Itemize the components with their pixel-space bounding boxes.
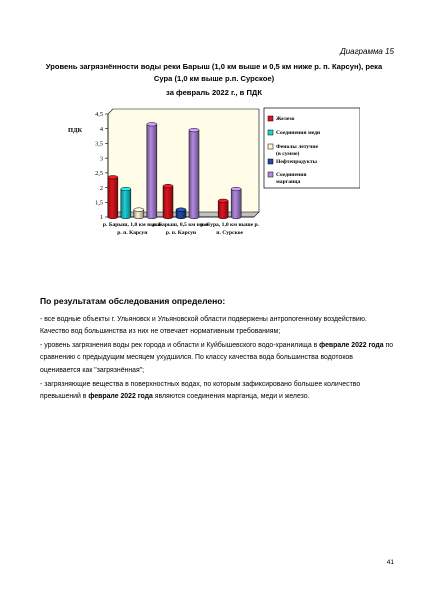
paragraph-3-text-a: - загрязняющие вещества в поверхностных водах, по которым зафиксировано большее количество превышений в <box>40 381 361 401</box>
y-tick-label: 4 <box>99 125 103 133</box>
bar-top <box>189 128 199 132</box>
legend-swatch <box>268 159 273 164</box>
y-tick-label: 1,5 <box>95 199 103 207</box>
bar-железо <box>108 177 118 219</box>
bar-top <box>108 175 118 179</box>
x-category-label: п. Сурское <box>216 230 244 236</box>
bar-железо <box>218 201 228 219</box>
bar-соединения-марганца <box>147 124 157 219</box>
legend-swatch <box>268 144 273 149</box>
x-category-label: р. Барыш, 0,5 км ниже <box>152 222 210 228</box>
bar-соединения-меди <box>121 189 131 219</box>
chart-title-line-1: Уровень загрязнённости воды реки Барыш (1,0 км выше и 0,5 км ниже р. п. Карсун), река <box>45 62 383 71</box>
bar-top <box>163 184 173 188</box>
bar-top <box>147 123 157 127</box>
legend-label: Железо <box>276 116 295 122</box>
bar-top <box>176 208 186 212</box>
bar-соединения-марганца <box>189 130 199 219</box>
x-category-label: р. Сура, 1,0 км выше р. <box>200 222 259 228</box>
chart-title-line-3: за февраль 2022 г., в ПДК <box>166 88 262 97</box>
y-tick-label: 4,5 <box>95 111 103 119</box>
bar-top <box>231 187 241 191</box>
x-category-label: р. п. Карсун <box>165 230 197 236</box>
paragraph-3-period: феврале 2022 года <box>88 393 153 401</box>
chart-svg <box>60 104 360 244</box>
y-tick-label: 2,5 <box>95 170 103 178</box>
legend-label: Соединения <box>276 172 307 178</box>
y-tick-label: 3 <box>99 155 103 163</box>
section-heading: По результатам обследования определено: <box>40 296 226 306</box>
legend-label: марганца <box>276 179 301 185</box>
bar-железо <box>163 186 173 219</box>
legend-label: (в сумме) <box>276 151 300 157</box>
y-tick-label: 3,5 <box>95 140 103 148</box>
diagram-caption: Диаграмма 15 <box>340 47 394 56</box>
finding-paragraph-2 <box>40 340 394 377</box>
y-tick-label: 1 <box>99 214 103 222</box>
paragraph-2-period: феврале 2022 года <box>319 342 384 349</box>
bar-top <box>218 199 228 203</box>
pollution-bar-chart <box>60 104 360 249</box>
legend-swatch <box>268 172 273 177</box>
legend-label: Нефтепродукты <box>276 159 317 165</box>
paragraph-2-text-c: по сравнению с предыдущим месяцем ухудшился. По классу качества вода большинства водотоков оценивается как "загрязнённая"; <box>40 342 394 374</box>
finding-paragraph-3 <box>40 379 394 404</box>
chart-title-line-2: Сура (1,0 км выше р.п. Сурское) <box>153 74 275 83</box>
finding-paragraph-1: - все водные объекты г. Ульяновск и Ульяновской области подвержены антропогенному воздействию. Качество вод большинства из них не отвечает нормативным требованиям; <box>40 316 367 336</box>
bar-top <box>134 208 144 212</box>
x-category-label: р. Барыш, 1,0 км выше <box>102 222 162 228</box>
legend-swatch <box>268 130 273 135</box>
paragraph-2-text-a: - уровень загрязнения воды рек города и области и Куйбышевского водо-хранилища в <box>40 342 320 349</box>
page-number: 41 <box>386 559 394 566</box>
y-axis-label: ПДК <box>68 127 83 134</box>
bar-top <box>121 187 131 191</box>
x-category-label: р. п. Карсун <box>117 230 148 236</box>
legend-swatch <box>268 116 273 121</box>
legend-label: Соединения меди <box>276 130 321 136</box>
paragraph-3-text-c: являются соединения марганца, меди и железо. <box>152 393 310 401</box>
bar-соединения-марганца <box>231 189 241 219</box>
legend-label: Фенолы летучие <box>276 144 319 150</box>
y-tick-label: 2 <box>99 184 103 192</box>
